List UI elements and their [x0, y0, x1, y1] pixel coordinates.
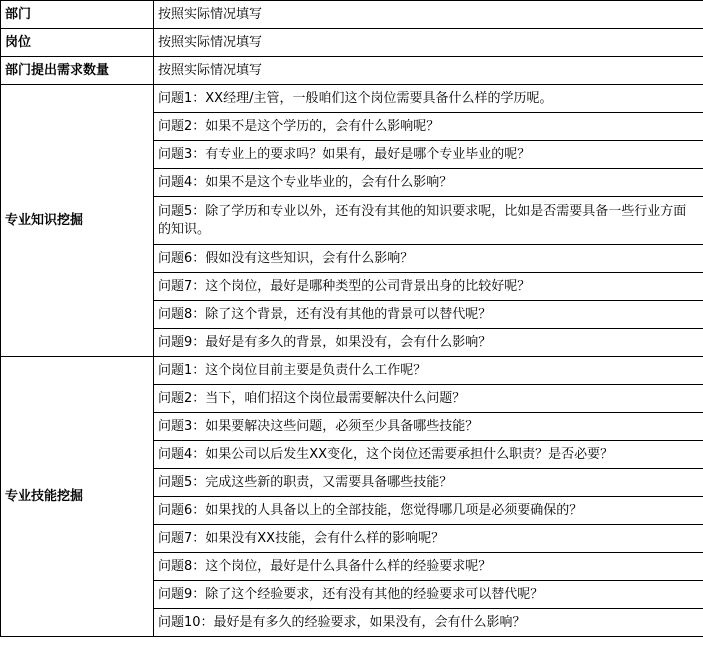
skills-question: 问题1：这个岗位目前主要是负责什么工作呢？: [154, 357, 703, 385]
skills-question: 问题4：如果公司以后发生XX变化，这个岗位还需要承担什么职责？是否必要？: [154, 441, 703, 469]
headcount-label: 部门提出需求数量: [1, 57, 154, 85]
knowledge-question: 问题6：假如没有这些知识，会有什么影响？: [154, 245, 703, 273]
knowledge-question: 问题9：最好是有多久的背景，如果没有，会有什么影响？: [154, 329, 703, 357]
table-row: [1, 357, 703, 385]
table-row: [1, 29, 703, 57]
position-value: 按照实际情况填写: [154, 29, 703, 57]
knowledge-question: 问题7：这个岗位，最好是哪种类型的公司背景出身的比较好呢？: [154, 273, 703, 301]
table-row: [1, 85, 703, 113]
skills-question: 问题5：完成这些新的职责，又需要具备哪些技能？: [154, 469, 703, 497]
skills-question: 问题7：如果没有XX技能，会有什么样的影响呢？: [154, 525, 703, 553]
table-row: [1, 57, 703, 85]
knowledge-section-label: 专业知识挖掘: [1, 85, 154, 357]
knowledge-question: 问题2：如果不是这个学历的，会有什么影响呢？: [154, 113, 703, 141]
skills-section-label: 专业技能挖掘: [1, 357, 154, 637]
skills-question: 问题2：当下，咱们招这个岗位最需要解决什么问题？: [154, 385, 703, 413]
knowledge-question: 问题1：XX经理/主管，一般咱们这个岗位需要具备什么样的学历呢。: [154, 85, 703, 113]
department-label: 部门: [1, 1, 154, 29]
knowledge-question: 问题3：有专业上的要求吗？如果有，最好是哪个专业毕业的呢？: [154, 141, 703, 169]
knowledge-question: 问题4：如果不是这个专业毕业的，会有什么影响？: [154, 169, 703, 197]
headcount-value: 按照实际情况填写: [154, 57, 703, 85]
skills-question: 问题3：如果要解决这些问题，必须至少具备哪些技能？: [154, 413, 703, 441]
skills-question: 问题10：最好是有多久的经验要求，如果没有，会有什么影响？: [154, 609, 703, 637]
table-row: [1, 1, 703, 29]
skills-question: 问题8：这个岗位，最好是什么具备什么样的经验要求呢？: [154, 553, 703, 581]
department-value: 按照实际情况填写: [154, 1, 703, 29]
skills-question: 问题6：如果找的人具备以上的全部技能，您觉得哪几项是必须要确保的？: [154, 497, 703, 525]
knowledge-question: 问题8：除了这个背景，还有没有其他的背景可以替代呢？: [154, 301, 703, 329]
position-label: 岗位: [1, 29, 154, 57]
skills-question: 问题9：除了这个经验要求，还有没有其他的经验要求可以替代呢？: [154, 581, 703, 609]
knowledge-question: 问题5：除了学历和专业以外，还有没有其他的知识要求呢，比如是否需要具备一些行业方面的知识。: [154, 197, 703, 245]
